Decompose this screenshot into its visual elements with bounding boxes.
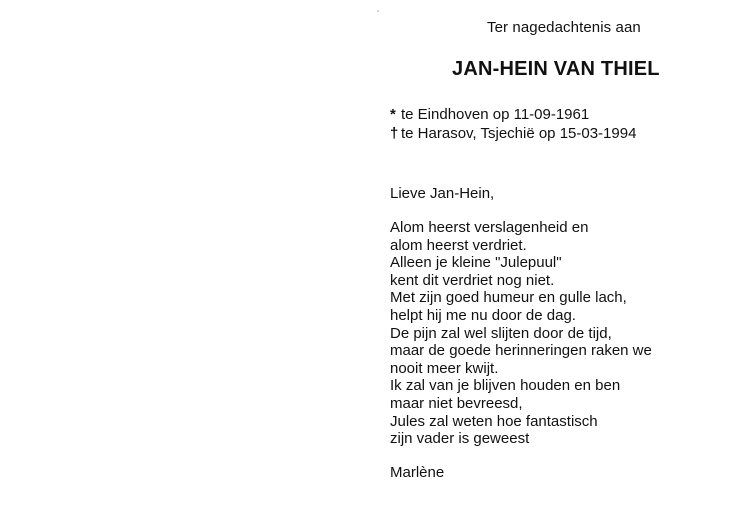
life-dates [390,105,636,143]
death-line [390,124,636,143]
deceased-name: JAN-HEIN VAN THIEL [452,58,660,80]
poem-line: Alom heerst verslagenheid en [390,219,589,236]
death-text: te Harasov, Tsjechië op 15-03-1994 [401,125,637,142]
poem-line: maar de goede herinneringen raken we [390,342,652,360]
poem-line: De pijn zal wel slijten door de tijd, [390,324,612,342]
poem-line: zijn vader is geweest [390,430,530,448]
signature: Marlène [390,464,445,481]
poem-line: Jules zal weten hoe fantastisch [390,412,598,430]
poem-line: helpt hij me nu door de dag. [390,306,576,324]
poem-line: alom heerst verdriet. [390,236,527,254]
memorial-heading: Ter nagedachtenis aan [487,19,641,36]
birth-line [390,105,636,124]
poem-line: nooit meer kwijt. [390,359,499,377]
poem-line: Met zijn goed humeur en gulle lach, [390,289,627,307]
paper-speck [377,10,379,12]
greeting: Lieve Jan-Hein, [390,185,495,202]
birth-symbol: * [390,106,396,123]
poem-line: kent dit verdriet nog niet. [390,271,555,289]
poem [390,219,652,448]
birth-text: te Eindhoven op 11-09-1961 [401,106,590,123]
poem-line: maar niet bevreesd, [390,394,523,412]
poem-line: Ik zal van je blijven houden en ben [390,377,621,395]
cross-icon: † [390,125,399,142]
poem-line: Alleen je kleine "Julepuul" [390,254,562,272]
